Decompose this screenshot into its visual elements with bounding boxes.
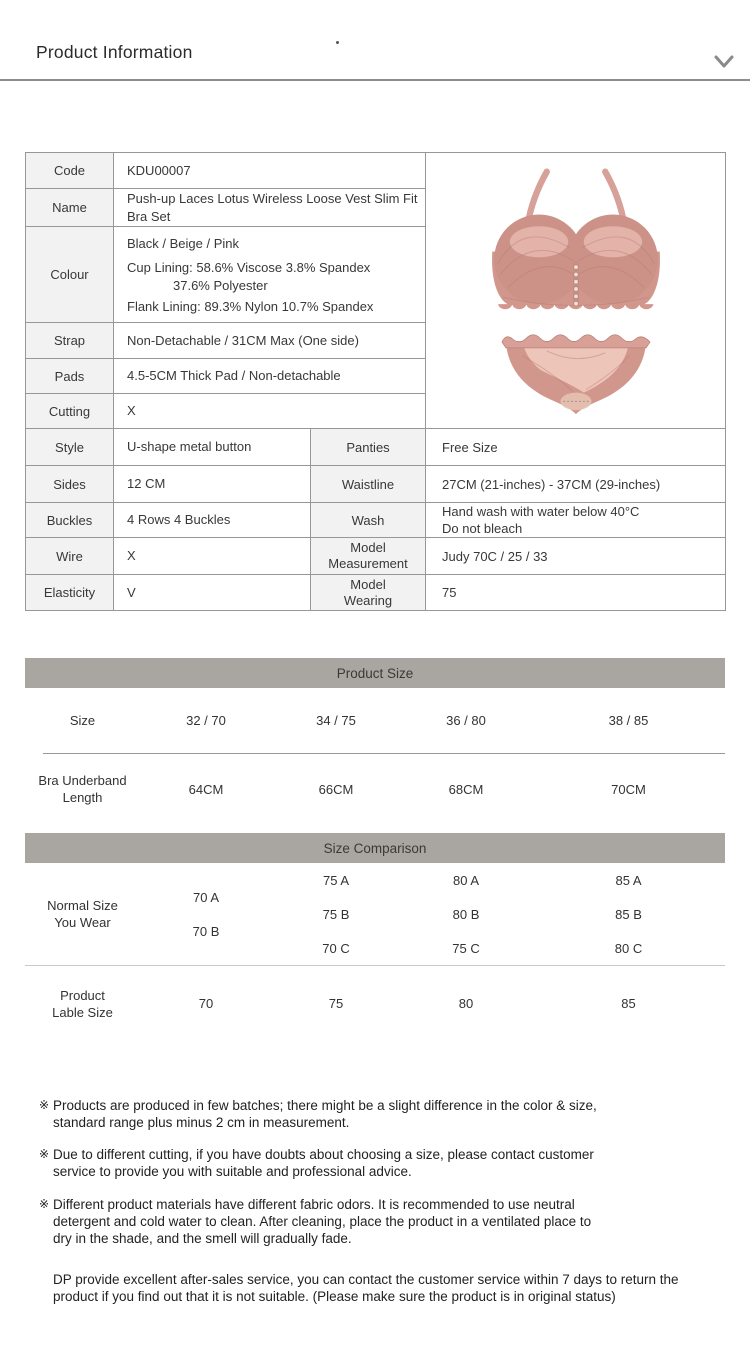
note-batches — [39, 1097, 719, 1131]
underband-value: 64CM — [188, 781, 224, 797]
notes-section — [39, 1097, 719, 1305]
note-line: product if you find out that it is not suitable. (Please make sure the product is in original status) — [53, 1289, 616, 1304]
note-materials — [39, 1196, 719, 1247]
reference-mark-icon: ※ — [39, 1147, 50, 1161]
page-title: Product Information — [36, 42, 193, 62]
colour-line-3: 37.6% Polyester — [173, 278, 268, 293]
colour-line-4: Flank Lining: 89.3% Nylon 10.7% Spandex — [127, 299, 374, 314]
spec-value-panties: Free Size — [426, 429, 726, 466]
comparison-cell: 70 C — [322, 940, 350, 956]
comparison-cell: 85 B — [615, 906, 642, 922]
product-size-section — [25, 658, 725, 824]
colour-line-1: Black / Beige / Pink — [127, 236, 239, 251]
model-measurement-line-1: Model — [350, 540, 386, 555]
note-after-sales — [39, 1271, 719, 1305]
table-row — [26, 538, 726, 575]
size-value: 34 / 75 — [316, 713, 356, 728]
table-row — [26, 153, 726, 189]
size-value: 36 / 80 — [446, 713, 486, 728]
comparison-cell: 70 A — [192, 889, 220, 905]
spec-label-wash: Wash — [311, 503, 426, 538]
product-label-size-row — [25, 966, 725, 1041]
comparison-cell: 80 A — [452, 872, 480, 888]
note-line: detergent and cold water to clean. After cleaning, place the product in a ventilated place to — [53, 1214, 592, 1229]
table-row — [26, 429, 726, 466]
colour-line-2: Cup Lining: 58.6% Viscose 3.8% Spandex — [127, 260, 371, 275]
note-line: DP provide excellent after-sales service, you can contact the customer service within 7 days to return the — [53, 1272, 679, 1287]
spec-label-pads: Pads — [26, 359, 114, 394]
underband-row-label — [25, 772, 140, 806]
normal-size-label-line-1: Normal Size — [47, 898, 118, 913]
spec-value-wash — [426, 503, 726, 538]
name-line-1: Push-up Laces Lotus Wireless Loose Vest Slim Fit — [127, 190, 418, 206]
normal-size-label-line-2: You Wear — [54, 915, 111, 930]
product-label-value: 70 — [198, 996, 214, 1011]
underband-label-line-2: Length — [62, 790, 103, 805]
product-label-value: 80 — [458, 996, 474, 1011]
spec-value-wire: X — [114, 538, 311, 575]
comparison-col-70 — [140, 863, 272, 965]
table-row — [26, 575, 726, 611]
size-comparison-title: Size Comparison — [323, 840, 427, 856]
table-row — [26, 466, 726, 503]
header-divider — [0, 79, 750, 81]
product-label-value: 85 — [621, 996, 636, 1011]
model-wearing-line-2: Wearing — [343, 592, 393, 608]
comparison-cell: 80 B — [452, 906, 480, 922]
spec-label-buckles: Buckles — [26, 503, 114, 538]
comparison-cell: 75 B — [322, 906, 350, 922]
note-line: Different product materials have different fabric odors. It is recommended to use neutral — [53, 1197, 575, 1212]
spec-table — [25, 152, 726, 611]
note-line: Products are produced in few batches; there might be a slight difference in the color & size, — [53, 1098, 597, 1113]
product-label-line-2: Lable Size — [52, 1004, 113, 1020]
note-line: dry in the shade, and the smell will gradually fade. — [53, 1231, 352, 1246]
spec-value-strap: Non-Detachable / 31CM Max (One side) — [114, 323, 426, 359]
underband-value: 68CM — [448, 781, 484, 797]
comparison-cell: 70 B — [192, 923, 220, 939]
stray-dot — [336, 41, 339, 44]
spec-value-code: KDU00007 — [114, 153, 426, 189]
size-value: 32 / 70 — [186, 713, 226, 728]
spec-label-elasticity: Elasticity — [26, 575, 114, 611]
spec-label-model-wearing — [311, 575, 426, 611]
spec-value-model-wearing: 75 — [426, 575, 726, 611]
chevron-down-icon[interactable] — [714, 55, 734, 69]
spec-label-waistline: Waistline — [311, 466, 426, 503]
spec-value-elasticity: V — [114, 575, 311, 611]
spec-label-colour: Colour — [26, 227, 114, 323]
product-label-value: 75 — [328, 996, 344, 1011]
spec-value-waistline: 27CM (21-inches) - 37CM (29-inches) — [426, 466, 726, 503]
spec-label-style: Style — [26, 429, 114, 466]
comparison-col-85 — [532, 863, 725, 965]
size-row — [25, 688, 725, 753]
size-row-label: Size — [69, 713, 96, 728]
spec-label-name: Name — [26, 189, 114, 227]
spec-value-style: U-shape metal button — [114, 429, 311, 466]
spec-label-sides: Sides — [26, 466, 114, 503]
bra-set-illustration — [430, 154, 722, 424]
underband-row — [25, 754, 725, 824]
spec-label-panties: Panties — [311, 429, 426, 466]
reference-mark-icon: ※ — [39, 1098, 50, 1112]
note-line: Due to different cutting, if you have doubts about choosing a size, please contact customer — [53, 1147, 594, 1162]
model-wearing-line-1: Model — [350, 576, 386, 592]
wash-line-1: Hand wash with water below 40°C — [442, 504, 640, 519]
underband-value: 66CM — [318, 781, 354, 797]
product-size-header-bar — [25, 658, 725, 688]
name-line-2: Bra Set — [127, 208, 171, 224]
underband-label-line-1: Bra Underband — [38, 773, 127, 788]
underband-value: 70CM — [611, 781, 646, 797]
size-value: 38 / 85 — [608, 713, 649, 728]
product-photo — [426, 153, 726, 429]
spec-label-code: Code — [26, 153, 114, 189]
comparison-col-80 — [400, 863, 532, 965]
spec-value-pads: 4.5-5CM Thick Pad / Non-detachable — [114, 359, 426, 394]
spec-value-model-measurement: Judy 70C / 25 / 33 — [426, 538, 726, 575]
spec-label-wire: Wire — [26, 538, 114, 575]
spec-value-colour — [114, 227, 426, 323]
normal-size-row — [25, 863, 725, 965]
note-line: standard range plus minus 2 cm in measurement. — [53, 1115, 350, 1130]
wash-line-2: Do not bleach — [442, 521, 523, 536]
model-measurement-line-2: Measurement — [328, 556, 408, 571]
product-size-title: Product Size — [336, 665, 414, 681]
size-comparison-header-bar — [25, 833, 725, 863]
comparison-cell: 80 C — [614, 940, 643, 956]
product-label-size-label — [25, 987, 140, 1021]
size-comparison-section — [25, 833, 725, 1041]
comparison-cell: 85 A — [615, 872, 642, 888]
comparison-cell: 75 C — [452, 940, 480, 956]
spec-value-sides: 12 CM — [114, 466, 311, 503]
reference-mark-icon: ※ — [39, 1197, 50, 1211]
reference-mark-empty — [39, 1271, 53, 1305]
spec-label-model-measurement — [311, 538, 426, 575]
product-label-line-1: Product — [60, 987, 105, 1003]
note-line: service to provide you with suitable and professional advice. — [53, 1164, 412, 1179]
comparison-col-75 — [272, 863, 400, 965]
spec-label-strap: Strap — [26, 323, 114, 359]
spec-value-name — [114, 189, 426, 227]
comparison-cell: 75 A — [322, 872, 350, 888]
spec-label-cutting: Cutting — [26, 394, 114, 429]
spec-value-cutting: X — [114, 394, 426, 429]
normal-size-label — [25, 863, 140, 965]
note-cutting — [39, 1146, 719, 1180]
table-row — [26, 503, 726, 538]
spec-value-buckles: 4 Rows 4 Buckles — [114, 503, 311, 538]
